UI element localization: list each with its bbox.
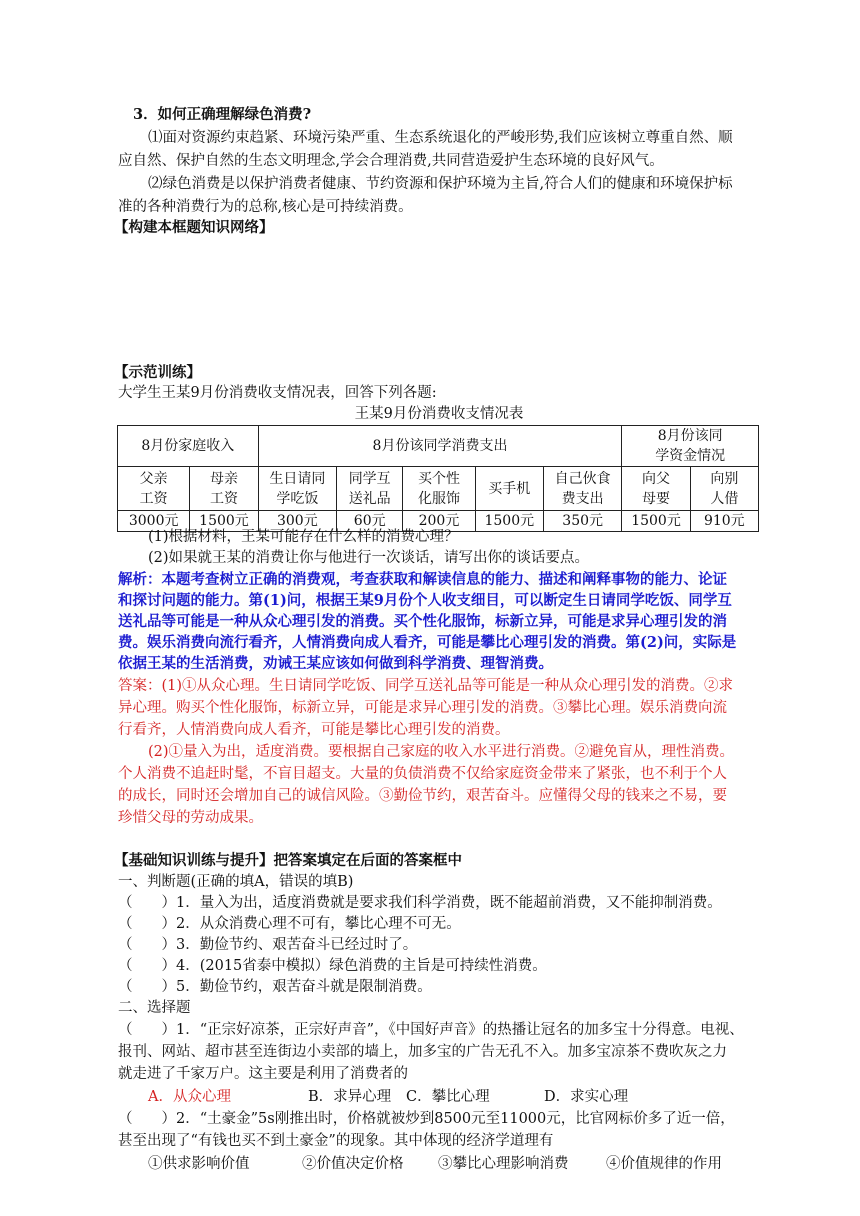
q3-title: 3．如何正确理解绿色消费?: [133, 106, 312, 123]
col-from-parents: 向父 母要: [622, 467, 690, 511]
q3-para1-line2: 应自然、保护自然的生态文明理念,学会合理消费,共同营造爱护生态环境的良好风气。: [118, 153, 664, 169]
header-funding-line2: 学资金情况: [655, 448, 726, 464]
value-cell: 200元: [403, 511, 475, 532]
q3-para2-line1: ⑵绿色消费是以保护消费者健康、节约资源和保护环境为主旨,符合人们的健康和环境保护标: [148, 176, 733, 192]
analysis-line: 解析：本题考查树立正确的消费观，考查获取和解读信息的能力、描述和阐释事物的能力、论证: [118, 571, 727, 588]
demo-question-2: (2)如果就王某的消费让你与他进行一次谈话，请写出你的谈话要点。: [148, 550, 590, 566]
choice1-line: 就走进了千家万户。这主要是利用了消费者的: [118, 1066, 408, 1082]
value-cell: 350元: [543, 511, 621, 532]
analysis-line: 依据王某的生活消费，劝诫王某应该如何做到科学消费、理智消费。: [118, 655, 553, 672]
expense-table: [117, 425, 759, 532]
header-student-spending: 8月份该同学消费支出: [258, 426, 622, 467]
basic-heading: 【基础知识训练与提升】把答案填定在后面的答案框中: [114, 852, 462, 869]
value-cell: 60元: [337, 511, 403, 532]
header-family-income: 8月份家庭收入: [118, 426, 259, 467]
value-cell: 1500元: [622, 511, 690, 532]
demo-question-1: (1)根据材料，王某可能存在什么样的消费心理？: [148, 529, 459, 545]
choice2-option-2: ②价值决定价格: [302, 1156, 404, 1172]
judge-item: （ ）1．量入为出，适度消费就是要求我们科学消费，既不能超前消费，又不能抑制消费。: [118, 895, 722, 911]
choice1-line: 报刊、网站、超市甚至连街边小卖部的墙上，加多宝的广告无孔不入。加多宝凉茶不费吹灰之力: [118, 1044, 727, 1060]
value-cell: 910元: [690, 511, 758, 532]
choice1-option-c: C．攀比心理: [406, 1089, 490, 1105]
q3-para1-line1: ⑴面对资源约束趋紧、环境污染严重、生态系统退化的严峻形势,我们应该树立尊重自然、顺: [148, 130, 733, 146]
answer1-line: 答案：(1)①从众心理。生日请同学吃饭、同学互送礼品等可能是一种从众心理引发的消费。②求: [118, 678, 734, 694]
table-title: 王某9月份消费收支情况表: [354, 406, 524, 422]
judge-item: （ ）4．(2015省泰中模拟）绿色消费的主旨是可持续性消费。: [118, 958, 547, 974]
analysis-line: 和探讨问题的能力。第(1)问，根据王某9月份个人收支细目，可以断定生日请同学吃饭、同学互: [118, 592, 732, 609]
col-phone: 买手机: [475, 467, 543, 511]
answer1-line: 异心理。购买个性化服饰，标新立异，可能是求异心理引发的消费。③攀比心理。娱乐消费向流: [118, 700, 727, 716]
analysis-line: 费。娱乐消费向流行看齐，人情消费向成人看齐，可能是攀比心理引发的消费。第(2)问，实际是: [118, 634, 737, 651]
analysis-line: 送礼品等可能是一种从众心理引发的消费。买个性化服饰，标新立异，可能是求异心理引发的消: [118, 613, 727, 630]
choice1-option-a: A．从众心理: [148, 1089, 231, 1105]
answer2-line: (2)①量入为出，适度消费。要根据自己家庭的收入水平进行消费。②避免盲从，理性消费。: [148, 744, 735, 760]
answer1-line: 行看齐，人情消费向成人看齐，可能是攀比心理引发的消费。: [118, 722, 510, 738]
col-meals: 自己伙食 费支出: [543, 467, 621, 511]
q3-para2-line2: 准的各种消费行为的总称,核心是可持续消费。: [118, 199, 413, 215]
header-funding: [622, 426, 759, 467]
answer2-line: 珍惜父母的劳动成果。: [118, 810, 263, 826]
choice1-option-b: B．求异心理: [308, 1089, 392, 1105]
network-heading: 【构建本框题知识网络】: [114, 219, 274, 236]
header-funding-line1: 8月份该同: [657, 428, 723, 444]
col-borrowed: 向别 人借: [690, 467, 758, 511]
col-birthday-dinner: 生日请同 学吃饭: [258, 467, 336, 511]
choice2-option-4: ④价值规律的作用: [606, 1156, 722, 1172]
choice2-line: 甚至出现了“有钱也买不到土豪金”的现象。其中体现的经济学道理有: [118, 1133, 554, 1149]
demo-intro: 大学生王某9月份消费收支情况表，回答下列各题:: [118, 385, 437, 401]
judge-item: （ ）5．勤俭节约，艰苦奋斗就是限制消费。: [118, 979, 432, 995]
answer2-line: 的成长，同时还会增加自己的诚信风险。③勤俭节约，艰苦奋斗。应懂得父母的钱来之不易，要: [118, 788, 727, 804]
choice2-option-3: ③攀比心理影响消费: [438, 1156, 569, 1172]
choice1-option-d: D．求实心理: [544, 1089, 629, 1105]
col-father-wage: 父亲 工资: [118, 467, 190, 511]
col-mother-wage: 母亲 工资: [190, 467, 258, 511]
col-fashion: 买个性 化服饰: [403, 467, 475, 511]
value-cell: 300元: [258, 511, 336, 532]
choice1-line: （ ）1．“正宗好凉茶，正宗好声音”，《中国好声音》的热播让冠名的加多宝十分得意。电视、: [118, 1022, 744, 1038]
demo-heading: 【示范训练】: [114, 364, 201, 381]
value-cell: 1500元: [475, 511, 543, 532]
judge-section-title: 一、判断题(正确的填A，错误的填B): [118, 874, 354, 890]
answer2-line: 个人消费不追赶时髦，不盲目超支。大量的负债消费不仅给家庭资金带来了紧张，也不利于个人: [118, 766, 727, 782]
choice-section-title: 二、选择题: [118, 1000, 191, 1016]
judge-item: （ ）2．从众消费心理不可有，攀比心理不可无。: [118, 916, 461, 932]
value-cell: 3000元: [118, 511, 190, 532]
judge-item: （ ）3．勤俭节约、艰苦奋斗已经过时了。: [118, 937, 418, 953]
choice2-line: （ ）2．“土豪金”5s刚推出时，价格就被炒到8500元至11000元，比官网标价多了近一倍，: [118, 1111, 735, 1127]
value-cell: 1500元: [190, 511, 258, 532]
col-gifts: 同学互 送礼品: [337, 467, 403, 511]
choice2-option-1: ①供求影响价值: [148, 1156, 250, 1172]
